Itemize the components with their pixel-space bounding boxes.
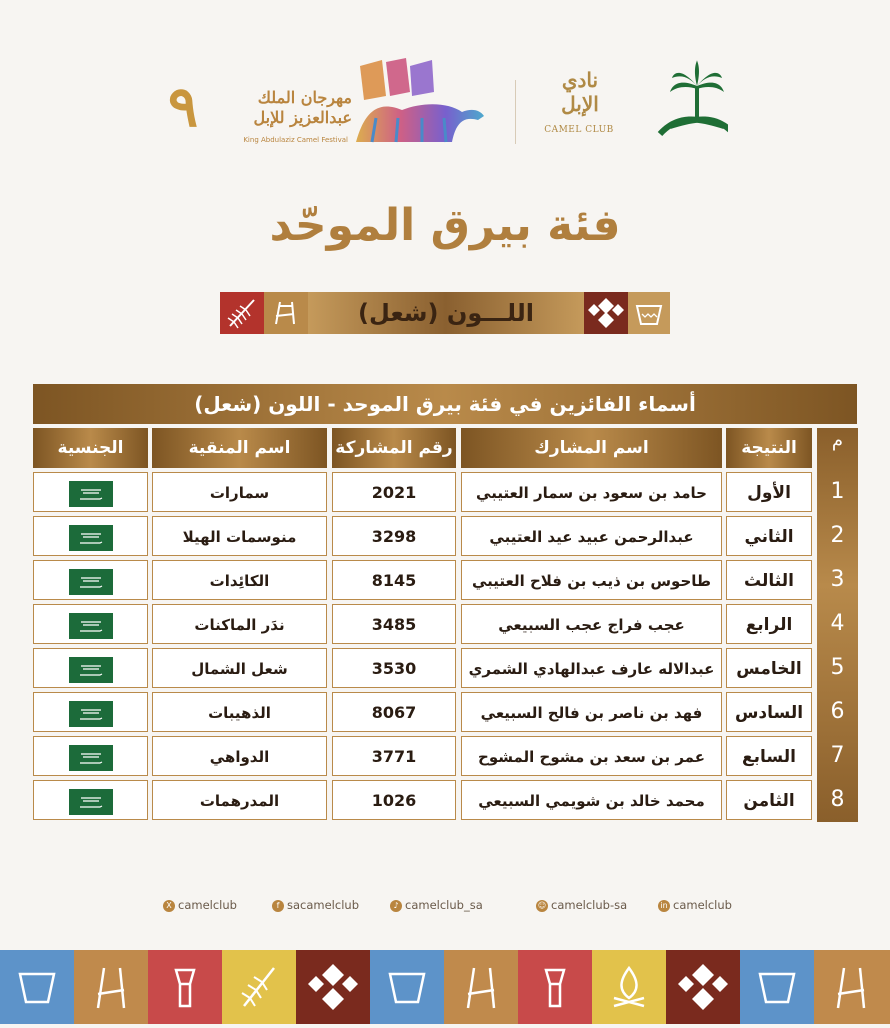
social-link-tiktok-instagram[interactable] <box>390 896 483 914</box>
club-name-english: CAMEL CLUB <box>544 125 614 135</box>
entry-number-cell: 3771 <box>332 736 456 776</box>
festival-name-arabic: مهرجان الملك عبدالعزيز للإبل <box>253 88 352 127</box>
social-link-facebook[interactable] <box>272 896 359 914</box>
participant-cell: عبدالرحمن عبيد عيد العتيبي <box>461 516 722 556</box>
tiktok-instagram-icon: ♪ <box>390 900 402 912</box>
entry-number-cell: 2021 <box>332 472 456 512</box>
herd-name-column-header: اسم المنقية <box>152 428 327 468</box>
row-index: 5 <box>830 655 845 680</box>
saudi-flag-icon <box>69 613 113 639</box>
saddle-icon <box>444 950 518 1024</box>
festival-riders-logo <box>352 56 488 146</box>
result-column-header: النتيجة <box>726 428 812 468</box>
saddle-icon <box>264 292 308 334</box>
nationality-column-header: الجنسية <box>33 428 148 468</box>
social-handle: sacamelclub <box>287 898 359 912</box>
snapchat-icon: ☺ <box>537 900 547 910</box>
herd-name-cell: الذهيبات <box>152 692 327 732</box>
social-handle: camelclub_sa <box>405 898 483 912</box>
entry-number-cell: 8067 <box>332 692 456 732</box>
row-index: 3 <box>830 567 845 592</box>
saudi-flag-icon <box>69 745 113 771</box>
social-link-x[interactable] <box>163 896 237 914</box>
herd-name-cell: سمارات <box>152 472 327 512</box>
nationality-cell <box>33 648 148 688</box>
nationality-cell <box>33 736 148 776</box>
herd-name-cell: ندَر الماكنات <box>152 604 327 644</box>
facebook-icon: f <box>272 900 284 912</box>
page-title: فئة بيرق الموحّد <box>269 200 621 251</box>
participant-cell: فهد بن ناصر بن فالح السبيعي <box>461 692 722 732</box>
bowl-icon <box>740 950 814 1024</box>
palm-leaf-icon <box>220 292 264 334</box>
participant-cell: حامد بن سعود بن سمار العتيبي <box>461 472 722 512</box>
result-cell: الرابع <box>726 604 812 644</box>
saudi-flag-icon <box>69 569 113 595</box>
nationality-cell <box>33 780 148 820</box>
participant-cell: عجب فراج عجب السبيعي <box>461 604 722 644</box>
entry-number-cell: 1026 <box>332 780 456 820</box>
saudi-flag-icon <box>69 789 113 815</box>
nationality-cell <box>33 604 148 644</box>
entry-number-cell: 3298 <box>332 516 456 556</box>
linkedin-icon: in <box>658 900 670 912</box>
palm-leaf-icon <box>222 950 296 1024</box>
result-cell: الثامن <box>726 780 812 820</box>
herd-name-cell: الدواهي <box>152 736 327 776</box>
color-label: اللـــون (شعل) <box>357 299 535 327</box>
entry-number-column-header: رقم المشاركة <box>332 428 456 468</box>
row-index: 6 <box>830 699 845 724</box>
table-heading: أسماء الفائزين في فئة بيرق الموحد - اللون (شعل) <box>33 384 857 424</box>
saddle-icon <box>814 950 890 1024</box>
incense-burner-icon <box>518 950 592 1024</box>
bowl-icon <box>628 292 670 334</box>
saddle-icon <box>74 950 148 1024</box>
result-cell: الثالث <box>726 560 812 600</box>
nationality-cell <box>33 472 148 512</box>
x-icon: X <box>163 900 175 912</box>
sadu-pattern-icon <box>296 950 370 1024</box>
campfire-icon <box>592 950 666 1024</box>
bowl-icon <box>0 950 74 1024</box>
social-link-snapchat[interactable] <box>536 896 627 914</box>
nationality-cell <box>33 560 148 600</box>
participant-cell: طاحوس بن ذيب بن فلاح العتيبي <box>461 560 722 600</box>
saudi-flag-icon <box>69 481 113 507</box>
result-cell: الأول <box>726 472 812 512</box>
result-cell: الخامس <box>726 648 812 688</box>
saudi-flag-icon <box>69 657 113 683</box>
row-index: 2 <box>830 523 845 548</box>
entry-number-cell: 3530 <box>332 648 456 688</box>
festival-edition-number: ٩ <box>168 74 199 140</box>
result-cell: الثاني <box>726 516 812 556</box>
saudi-flag-icon <box>69 701 113 727</box>
row-index: 1 <box>830 479 845 504</box>
row-index: 8 <box>830 787 845 812</box>
nationality-cell <box>33 692 148 732</box>
header-divider <box>515 80 516 144</box>
herd-name-cell: المدرهمات <box>152 780 327 820</box>
saudi-flag-icon <box>69 525 113 551</box>
sadu-pattern-icon <box>666 950 740 1024</box>
social-handle: camelclub <box>673 898 732 912</box>
herd-name-cell: الكائِدات <box>152 560 327 600</box>
row-index: 4 <box>830 611 845 636</box>
index-column-header: م <box>831 430 844 451</box>
festival-name-english: King Abdulaziz Camel Festival <box>243 136 348 144</box>
social-link-linkedin[interactable] <box>658 896 732 914</box>
bowl-icon <box>370 950 444 1024</box>
row-index: 7 <box>830 743 845 768</box>
result-cell: السابع <box>726 736 812 776</box>
sadu-pattern-icon <box>584 292 628 334</box>
social-handle: camelclub-sa <box>551 898 628 912</box>
social-handle: camelclub <box>178 898 237 912</box>
participant-cell: عمر بن سعد بن مشوح المشوح <box>461 736 722 776</box>
participant-column-header: اسم المشارك <box>461 428 722 468</box>
entry-number-cell: 8145 <box>332 560 456 600</box>
club-name-arabic: نادي الإبل <box>561 68 599 116</box>
entry-number-cell: 3485 <box>332 604 456 644</box>
incense-burner-icon <box>148 950 222 1024</box>
herd-name-cell: شعل الشمال <box>152 648 327 688</box>
participant-cell: عبدالاله عارف عبدالهادي الشمري <box>461 648 722 688</box>
decorative-strip <box>0 950 890 1024</box>
nationality-cell <box>33 516 148 556</box>
participant-cell: محمد خالد بن شويمي السبيعي <box>461 780 722 820</box>
result-cell: السادس <box>726 692 812 732</box>
herd-name-cell: منوسمات الهيلا <box>152 516 327 556</box>
